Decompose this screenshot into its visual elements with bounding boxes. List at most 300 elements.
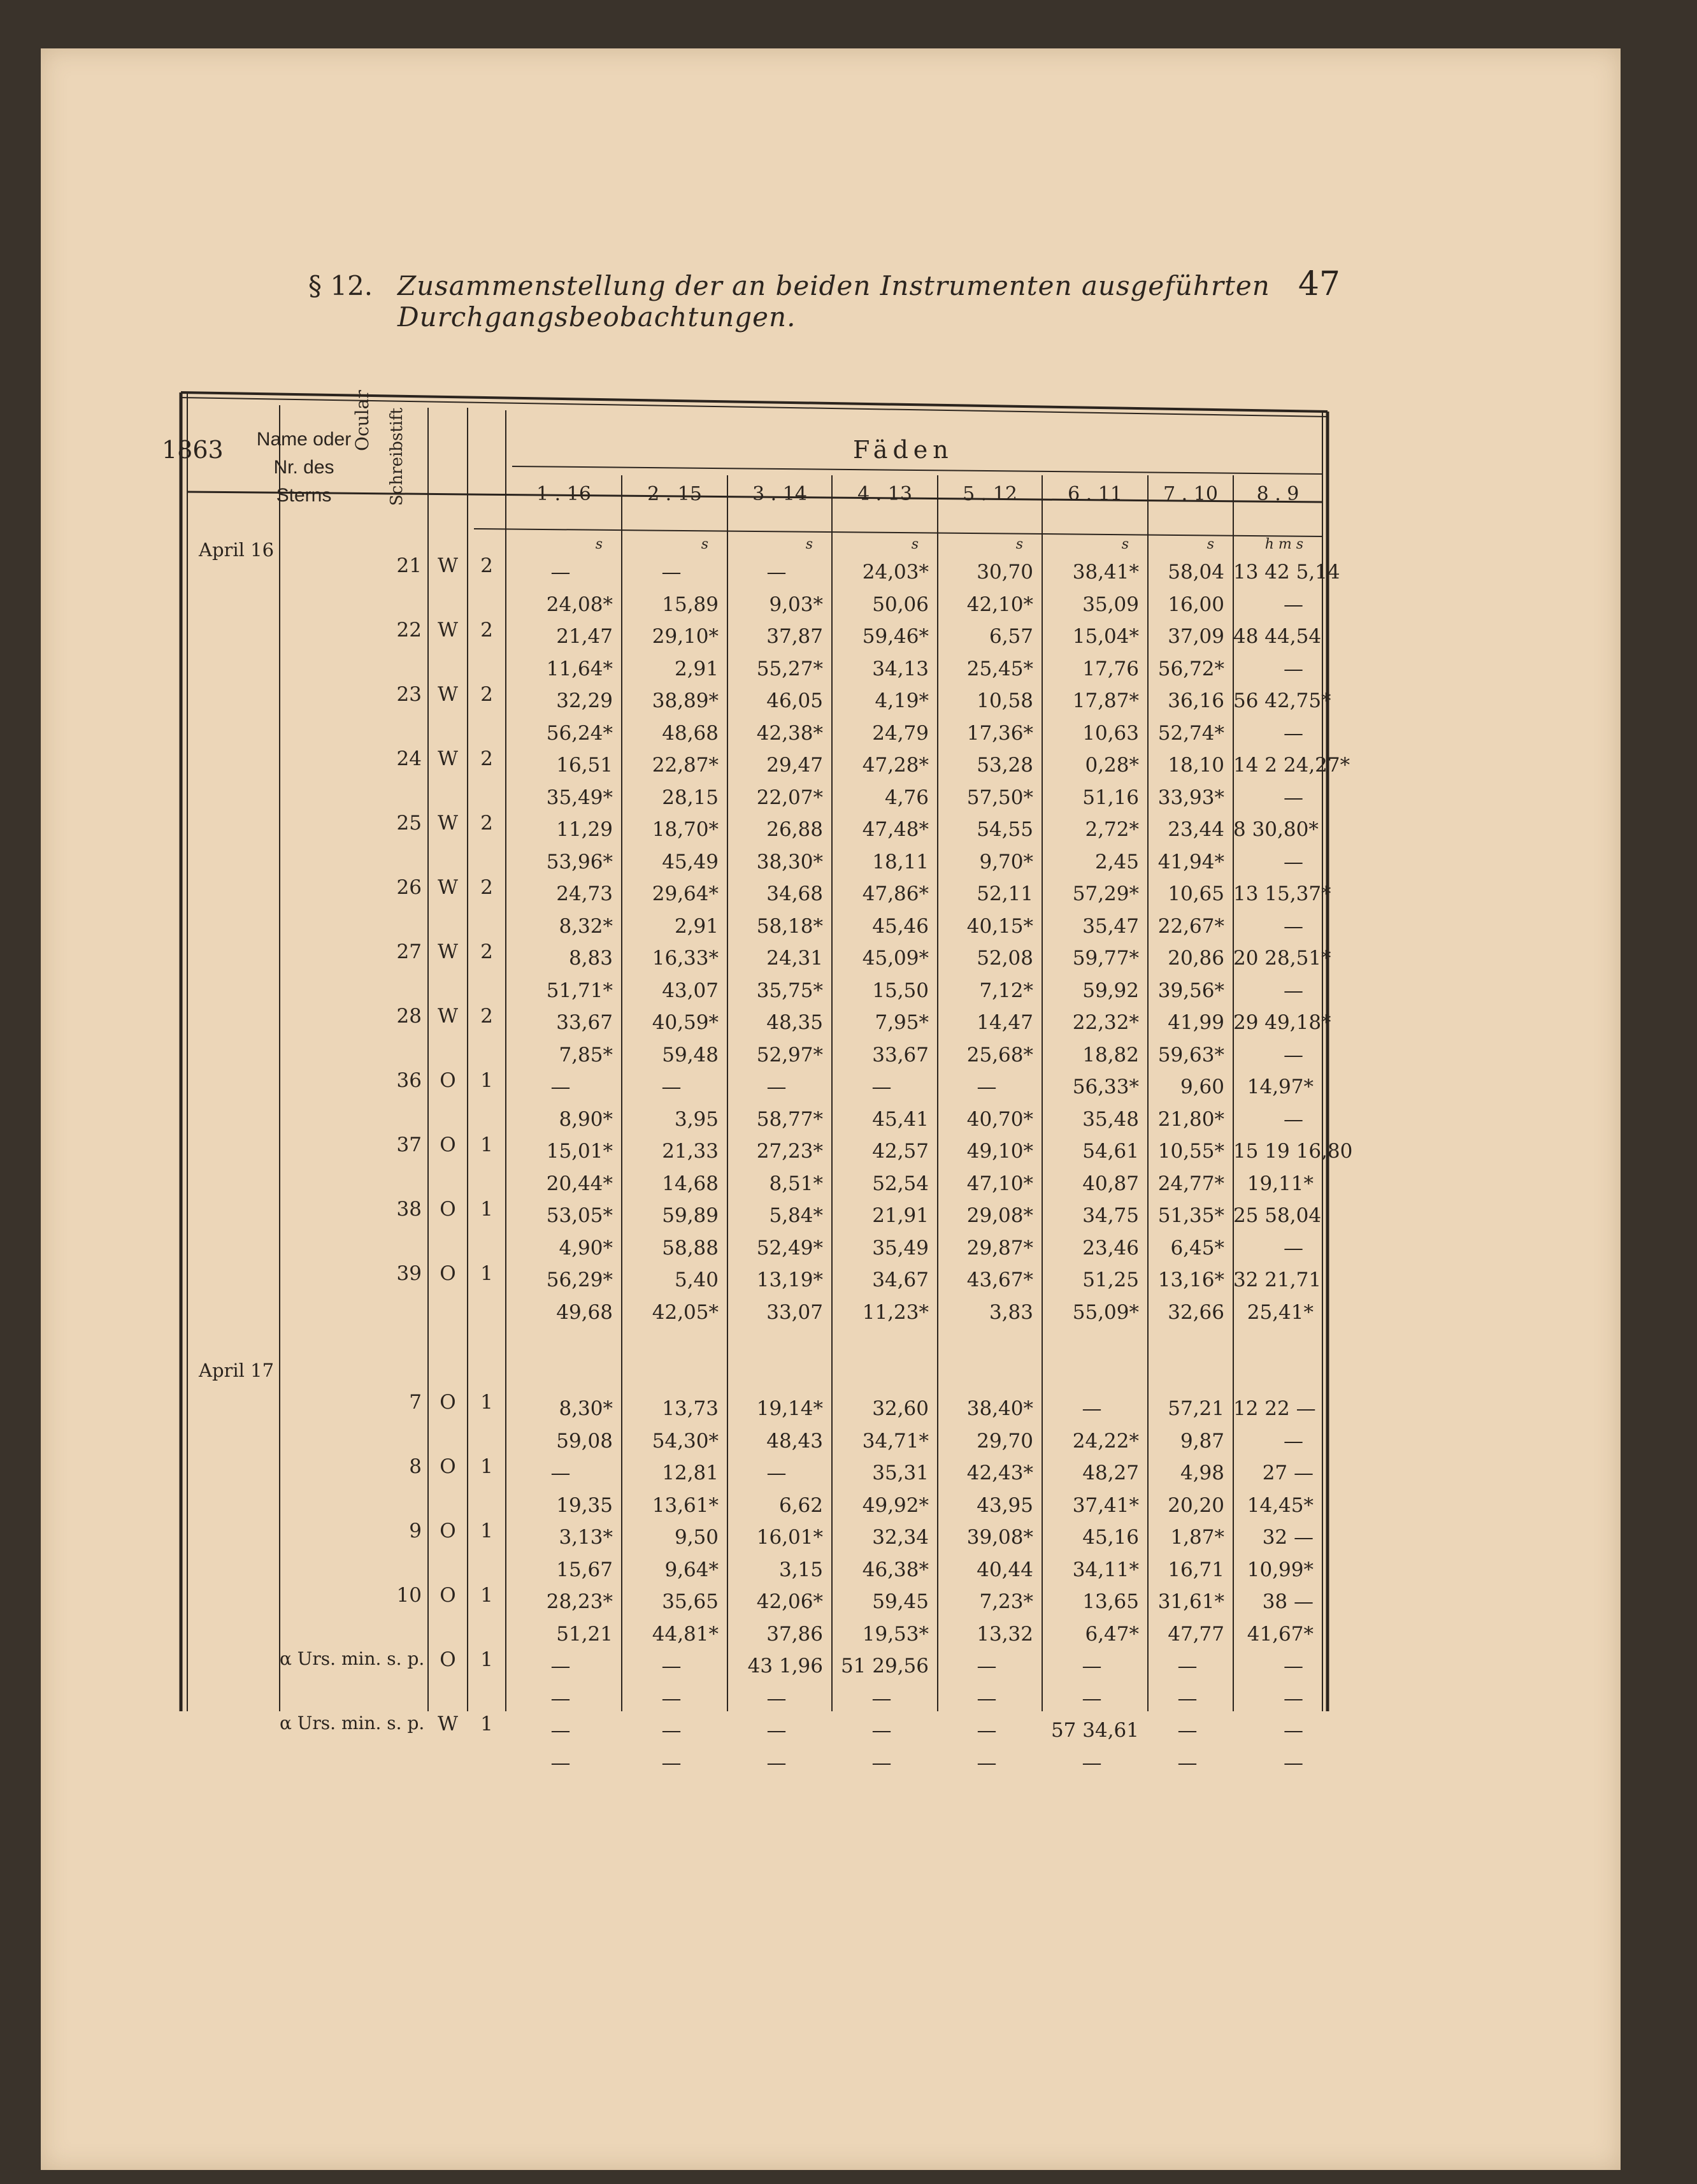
transit-time-cell: 59,89 bbox=[662, 1204, 719, 1227]
transit-time-cell: 29,10* bbox=[652, 625, 719, 648]
transit-time-cell: 52,97* bbox=[756, 1043, 823, 1067]
star-name: 36 bbox=[396, 1069, 422, 1092]
transit-time-cell: — bbox=[1284, 1655, 1303, 1678]
unit-label-4: s bbox=[911, 536, 919, 552]
ocular-value: W bbox=[438, 812, 458, 835]
schreibstift-value: 1 bbox=[480, 1069, 493, 1092]
table-rule bbox=[474, 529, 1322, 536]
star-name: 9 bbox=[409, 1519, 422, 1542]
transit-time-cell: — bbox=[1284, 1751, 1303, 1774]
transit-time-cell: 58,18* bbox=[756, 914, 823, 938]
transit-time-cell: 12 22 — bbox=[1233, 1397, 1316, 1420]
transit-time-cell: — bbox=[766, 1462, 787, 1484]
schreibstift-value: 1 bbox=[480, 1648, 493, 1671]
transit-time-cell: 2,72* bbox=[1085, 818, 1139, 841]
transit-time-cell: 35,48 bbox=[1082, 1107, 1139, 1131]
transit-time-cell: 20,86 bbox=[1168, 947, 1224, 970]
transit-time-cell: 57,50* bbox=[966, 786, 1033, 809]
transit-time-cell: — bbox=[766, 1075, 787, 1098]
transit-time-cell: 21,91 bbox=[872, 1204, 929, 1227]
transit-time-cell: — bbox=[550, 1751, 571, 1774]
transit-time-cell: 55,27* bbox=[756, 657, 823, 680]
transit-time-cell: 9,50 bbox=[674, 1526, 719, 1549]
transit-time-cell: — bbox=[977, 1686, 997, 1710]
transit-time-cell: 37,09 bbox=[1168, 625, 1224, 648]
transit-time-cell: 41,94* bbox=[1157, 850, 1224, 873]
section-number: § 12. bbox=[308, 270, 373, 301]
transit-time-cell: 25,41* bbox=[1247, 1300, 1314, 1324]
transit-time-cell: 40,87 bbox=[1082, 1172, 1139, 1195]
transit-time-cell: 42,43* bbox=[966, 1462, 1033, 1484]
star-name: 24 bbox=[396, 747, 422, 770]
transit-time-cell: 24,08* bbox=[546, 593, 613, 616]
transit-time-cell: 9,70* bbox=[979, 850, 1033, 873]
thread-column-header-6: 6 . 11 bbox=[1068, 483, 1122, 505]
transit-time-cell: 47,10* bbox=[966, 1172, 1033, 1195]
transit-time-cell: 14,45* bbox=[1247, 1493, 1314, 1517]
star-name: 22 bbox=[396, 619, 422, 642]
transit-time-cell: 29 49,18* bbox=[1233, 1011, 1331, 1034]
transit-time-cell: 3,83 bbox=[989, 1300, 1033, 1324]
transit-time-cell: 18,70* bbox=[652, 818, 719, 841]
transit-time-cell: 16,33* bbox=[652, 947, 719, 970]
transit-time-cell: 46,38* bbox=[862, 1558, 929, 1581]
ocular-value: O bbox=[440, 1584, 456, 1607]
transit-time-cell: 49,92* bbox=[862, 1493, 929, 1517]
transit-time-cell: 54,61 bbox=[1082, 1140, 1139, 1163]
transit-time-cell: 10,63 bbox=[1082, 721, 1139, 745]
transit-time-cell: 32,34 bbox=[872, 1526, 929, 1549]
transit-time-cell: 38 — bbox=[1262, 1590, 1314, 1613]
unit-label-5: s bbox=[1015, 536, 1023, 552]
faeden-header: Fäden bbox=[853, 436, 954, 464]
transit-time-cell: 11,23* bbox=[862, 1300, 929, 1324]
page-header bbox=[270, 265, 1340, 333]
transit-time-cell: 4,76 bbox=[884, 786, 929, 809]
star-name: 39 bbox=[396, 1262, 422, 1285]
transit-time-cell: 38,89* bbox=[652, 689, 719, 712]
document-page bbox=[41, 48, 1621, 2170]
transit-time-cell: — bbox=[871, 1686, 892, 1710]
transit-time-cell: — bbox=[661, 1719, 682, 1742]
transit-time-cell: 33,07 bbox=[766, 1300, 823, 1324]
table-rule bbox=[512, 466, 1322, 474]
transit-time-cell: 35,49 bbox=[872, 1236, 929, 1260]
transit-time-cell: 43,95 bbox=[977, 1493, 1033, 1517]
transit-time-cell: 7,23* bbox=[979, 1590, 1033, 1613]
transit-time-cell: 51,71* bbox=[546, 979, 613, 1002]
transit-time-cell: 15,50 bbox=[872, 979, 929, 1002]
transit-time-cell: 57 34,61 bbox=[1050, 1719, 1139, 1742]
transit-time-cell: 8 30,80* bbox=[1233, 818, 1319, 841]
transit-time-cell: 8,32* bbox=[559, 914, 613, 938]
star-name: 7 bbox=[409, 1391, 422, 1414]
transit-time-cell: 35,75* bbox=[756, 979, 823, 1002]
transit-time-cell: 7,85* bbox=[559, 1043, 613, 1067]
ocular-value: W bbox=[438, 683, 458, 706]
transit-time-cell: 35,47 bbox=[1082, 914, 1139, 938]
schreibstift-value: 2 bbox=[480, 940, 493, 963]
transit-time-cell: 18,10 bbox=[1168, 754, 1224, 777]
transit-time-cell: 55,09* bbox=[1072, 1300, 1139, 1324]
transit-time-cell: 22,32* bbox=[1072, 1011, 1139, 1034]
transit-time-cell: — bbox=[550, 561, 571, 584]
transit-time-cell: 41,67* bbox=[1247, 1622, 1314, 1646]
transit-time-cell: 32,60 bbox=[872, 1397, 929, 1420]
schreibstift-value: 2 bbox=[480, 683, 493, 706]
transit-time-cell: 42,57 bbox=[872, 1140, 929, 1163]
transit-time-cell: 47,28* bbox=[862, 754, 929, 777]
transit-time-cell: 32,29 bbox=[556, 689, 613, 712]
star-name: α Urs. min. s. p. bbox=[280, 1713, 425, 1734]
transit-time-cell: 48,27 bbox=[1082, 1462, 1139, 1484]
transit-time-cell: 33,67 bbox=[556, 1011, 613, 1034]
transit-time-cell: 39,08* bbox=[966, 1526, 1033, 1549]
transit-time-cell: 30,70 bbox=[977, 561, 1033, 584]
transit-time-cell: 6,62 bbox=[778, 1493, 823, 1517]
transit-time-cell: 42,06* bbox=[756, 1590, 823, 1613]
schreibstift-value: 1 bbox=[480, 1713, 493, 1735]
transit-time-cell: 16,51 bbox=[556, 754, 613, 777]
transit-time-cell: 23,44 bbox=[1168, 818, 1224, 841]
thread-column-header-4: 4 . 13 bbox=[857, 483, 912, 505]
transit-time-cell: — bbox=[1082, 1655, 1102, 1678]
transit-time-cell: 7,95* bbox=[875, 1011, 929, 1034]
transit-time-cell: 51,16 bbox=[1082, 786, 1139, 809]
transit-time-cell: 14,47 bbox=[977, 1011, 1033, 1034]
transit-time-cell: 27 — bbox=[1262, 1462, 1314, 1484]
transit-time-cell: 22,87* bbox=[652, 754, 719, 777]
transit-time-cell: — bbox=[766, 561, 787, 584]
observation-table bbox=[143, 341, 1353, 1774]
transit-time-cell: 40,15* bbox=[966, 914, 1033, 938]
star-name: 10 bbox=[396, 1584, 422, 1607]
transit-time-cell: 18,82 bbox=[1082, 1043, 1139, 1067]
transit-time-cell: 56,33* bbox=[1072, 1075, 1139, 1098]
transit-time-cell: 5,40 bbox=[674, 1268, 719, 1291]
transit-time-cell: 15,04* bbox=[1072, 625, 1139, 648]
ocular-value: W bbox=[438, 1005, 458, 1028]
transit-time-cell: 29,70 bbox=[977, 1429, 1033, 1453]
transit-time-cell: 15,89 bbox=[662, 593, 719, 616]
transit-time-cell: — bbox=[661, 1075, 682, 1098]
transit-time-cell: 9,03* bbox=[769, 593, 823, 616]
ocular-value: W bbox=[438, 554, 458, 577]
schreibstift-value: 2 bbox=[480, 619, 493, 642]
observation-date: April 16 bbox=[199, 539, 275, 561]
star-name: α Urs. min. s. p. bbox=[280, 1648, 425, 1669]
transit-time-cell: 35,31 bbox=[872, 1462, 929, 1484]
transit-time-cell: 27,23* bbox=[756, 1140, 823, 1163]
schreibstift-value: 2 bbox=[480, 876, 493, 899]
transit-time-cell: 58,04 bbox=[1168, 561, 1224, 584]
unit-label-1: s bbox=[595, 536, 603, 552]
transit-time-cell: — bbox=[661, 1655, 682, 1678]
transit-time-cell: — bbox=[1284, 1043, 1303, 1067]
transit-time-cell: 13,19* bbox=[756, 1268, 823, 1291]
star-name: 28 bbox=[396, 1005, 422, 1028]
transit-time-cell: 13 15,37* bbox=[1233, 882, 1331, 905]
transit-time-cell: 38,40* bbox=[966, 1397, 1033, 1420]
schreibstift-value: 2 bbox=[480, 747, 493, 770]
ocular-value: W bbox=[438, 747, 458, 770]
transit-time-cell: 57,29* bbox=[1072, 882, 1139, 905]
year-header: 1863 bbox=[162, 436, 224, 464]
transit-time-cell: 7,12* bbox=[979, 979, 1033, 1002]
transit-time-cell: 16,00 bbox=[1168, 593, 1224, 616]
star-name: 8 bbox=[409, 1455, 422, 1478]
transit-time-cell: — bbox=[1284, 721, 1303, 745]
transit-time-cell: 39,56* bbox=[1157, 979, 1224, 1002]
ocular-value: O bbox=[440, 1455, 456, 1478]
star-name: 37 bbox=[396, 1133, 422, 1156]
transit-time-cell: 2,91 bbox=[674, 657, 719, 680]
transit-time-cell: 32 — bbox=[1262, 1526, 1314, 1549]
transit-time-cell: 11,64* bbox=[546, 657, 613, 680]
transit-time-cell: 36,16 bbox=[1168, 689, 1224, 712]
transit-time-cell: 34,68 bbox=[766, 882, 823, 905]
transit-time-cell: 22,07* bbox=[756, 786, 823, 809]
ocular-value: W bbox=[438, 619, 458, 642]
transit-time-cell: 2,91 bbox=[674, 914, 719, 938]
transit-time-cell: 43,67* bbox=[966, 1268, 1033, 1291]
transit-time-cell: 29,47 bbox=[766, 754, 823, 777]
transit-time-cell: 2,45 bbox=[1094, 850, 1139, 873]
transit-time-cell: 21,33 bbox=[662, 1140, 719, 1163]
transit-time-cell: 58,77* bbox=[756, 1107, 823, 1131]
transit-time-cell: 4,19* bbox=[875, 689, 929, 712]
transit-time-cell: 47,77 bbox=[1168, 1622, 1224, 1646]
transit-time-cell: 16,71 bbox=[1168, 1558, 1224, 1581]
transit-time-cell: 59,77* bbox=[1072, 947, 1139, 970]
transit-time-cell: 17,87* bbox=[1072, 689, 1139, 712]
transit-time-cell: — bbox=[1177, 1686, 1198, 1710]
transit-time-cell: 45,09* bbox=[862, 947, 929, 970]
transit-time-cell: 26,88 bbox=[766, 818, 823, 841]
transit-time-cell: — bbox=[871, 1751, 892, 1774]
transit-time-cell: 34,67 bbox=[872, 1268, 929, 1291]
transit-time-cell: 42,38* bbox=[756, 721, 823, 745]
transit-time-cell: 15,01* bbox=[546, 1140, 613, 1163]
transit-time-cell: 32,66 bbox=[1168, 1300, 1224, 1324]
transit-time-cell: 12,81 bbox=[662, 1462, 719, 1484]
transit-time-cell: 13 42 5,14 bbox=[1233, 561, 1340, 584]
transit-time-cell: — bbox=[871, 1719, 892, 1742]
transit-time-cell: 14,97* bbox=[1247, 1075, 1314, 1098]
unit-label-6: s bbox=[1121, 536, 1129, 552]
transit-time-cell: 29,08* bbox=[966, 1204, 1033, 1227]
ocular-value: O bbox=[440, 1198, 456, 1221]
ocular-value: W bbox=[438, 876, 458, 899]
ocular-value: O bbox=[440, 1519, 456, 1542]
transit-time-cell: — bbox=[871, 1075, 892, 1098]
transit-time-cell: — bbox=[1284, 657, 1303, 680]
transit-time-cell: 48 44,54 bbox=[1233, 625, 1322, 648]
transit-time-cell: 25,68* bbox=[966, 1043, 1033, 1067]
transit-time-cell: 13,16* bbox=[1157, 1268, 1224, 1291]
transit-time-cell: — bbox=[550, 1719, 571, 1742]
transit-time-cell: 32 21,71 bbox=[1233, 1268, 1322, 1291]
ocular-header: Ocular bbox=[352, 390, 373, 451]
transit-time-cell: 10,58 bbox=[977, 689, 1033, 712]
transit-time-cell: — bbox=[550, 1075, 571, 1098]
thread-column-header-8: 8 . 9 bbox=[1256, 483, 1300, 505]
transit-time-cell: 51,21 bbox=[556, 1622, 613, 1646]
transit-time-cell: 46,05 bbox=[766, 689, 823, 712]
transit-time-cell: — bbox=[1284, 1429, 1303, 1453]
transit-time-cell: 59,45 bbox=[872, 1590, 929, 1613]
transit-time-cell: 23,46 bbox=[1082, 1236, 1139, 1260]
transit-time-cell: — bbox=[1284, 1686, 1303, 1710]
schreibstift-value: 1 bbox=[480, 1519, 493, 1542]
transit-time-cell: 51,35* bbox=[1157, 1204, 1224, 1227]
transit-time-cell: 31,61* bbox=[1157, 1590, 1224, 1613]
unit-label-8: h m s bbox=[1264, 536, 1303, 552]
star-name-header: Name oder Nr. des Sterns bbox=[256, 429, 352, 506]
transit-time-cell: 22,67* bbox=[1157, 914, 1224, 938]
transit-time-cell: 52,49* bbox=[756, 1236, 823, 1260]
transit-time-cell: 29,87* bbox=[966, 1236, 1033, 1260]
transit-time-cell: 9,64* bbox=[664, 1558, 719, 1581]
transit-time-cell: 20,44* bbox=[546, 1172, 613, 1195]
transit-time-cell: 37,86 bbox=[766, 1622, 823, 1646]
transit-time-cell: 44,81* bbox=[652, 1622, 719, 1646]
transit-time-cell: — bbox=[550, 1686, 571, 1710]
transit-time-cell: 37,41* bbox=[1072, 1493, 1139, 1517]
transit-time-cell: 59,92 bbox=[1082, 979, 1139, 1002]
transit-time-cell: 3,95 bbox=[674, 1107, 719, 1131]
transit-time-cell: 14,68 bbox=[662, 1172, 719, 1195]
transit-time-cell: 29,64* bbox=[652, 882, 719, 905]
transit-time-cell: — bbox=[1082, 1397, 1102, 1420]
transit-time-cell: — bbox=[1284, 786, 1303, 809]
transit-time-cell: 18,11 bbox=[872, 850, 929, 873]
transit-time-cell: 24,03* bbox=[862, 561, 929, 584]
transit-time-cell: 34,11* bbox=[1072, 1558, 1139, 1581]
transit-time-cell: 0,28* bbox=[1085, 754, 1139, 777]
transit-time-cell: 41,99 bbox=[1168, 1011, 1224, 1034]
star-name: 21 bbox=[396, 554, 422, 577]
transit-time-cell: 37,87 bbox=[766, 625, 823, 648]
transit-time-cell: 6,47* bbox=[1085, 1622, 1139, 1646]
transit-time-cell: 42,10* bbox=[966, 593, 1033, 616]
transit-time-cell: 34,75 bbox=[1082, 1204, 1139, 1227]
transit-time-cell: 40,59* bbox=[652, 1011, 719, 1034]
schreibstift-value: 2 bbox=[480, 554, 493, 577]
transit-time-cell: — bbox=[1284, 979, 1303, 1002]
unit-label-2: s bbox=[701, 536, 708, 552]
transit-time-cell: 45,49 bbox=[662, 850, 719, 873]
transit-time-cell: 59,46* bbox=[862, 625, 929, 648]
transit-time-cell: 24,22* bbox=[1072, 1429, 1139, 1453]
transit-time-cell: 24,77* bbox=[1157, 1172, 1224, 1195]
transit-time-cell: — bbox=[977, 1075, 997, 1098]
transit-time-cell: 35,65 bbox=[662, 1590, 719, 1613]
transit-time-cell: — bbox=[1082, 1751, 1102, 1774]
schreibstift-value: 1 bbox=[480, 1455, 493, 1478]
transit-time-cell: — bbox=[977, 1719, 997, 1742]
transit-time-cell: 19,35 bbox=[556, 1493, 613, 1517]
transit-time-cell: 49,10* bbox=[966, 1140, 1033, 1163]
transit-time-cell: 42,05* bbox=[652, 1300, 719, 1324]
transit-time-cell: 11,29 bbox=[556, 818, 613, 841]
transit-time-cell: 56,72* bbox=[1157, 657, 1224, 680]
transit-time-cell: 8,30* bbox=[559, 1397, 613, 1420]
transit-time-cell: 56,29* bbox=[546, 1268, 613, 1291]
star-name: 26 bbox=[396, 876, 422, 899]
transit-time-cell: 4,98 bbox=[1180, 1462, 1224, 1484]
transit-time-cell: 40,70* bbox=[966, 1107, 1033, 1131]
transit-time-cell: 53,05* bbox=[546, 1204, 613, 1227]
unit-label-7: s bbox=[1207, 536, 1214, 552]
transit-time-cell: 52,11 bbox=[977, 882, 1033, 905]
transit-time-cell: — bbox=[1177, 1751, 1198, 1774]
transit-time-cell: 45,46 bbox=[872, 914, 929, 938]
transit-time-cell: 34,13 bbox=[872, 657, 929, 680]
transit-time-cell: — bbox=[1284, 850, 1303, 873]
transit-time-cell: — bbox=[1177, 1719, 1198, 1742]
schreibstift-value: 1 bbox=[480, 1198, 493, 1221]
transit-time-cell: 45,16 bbox=[1082, 1526, 1139, 1549]
transit-time-cell: 59,48 bbox=[662, 1043, 719, 1067]
transit-time-cell: — bbox=[977, 1655, 997, 1678]
transit-time-cell: 8,90* bbox=[559, 1107, 613, 1131]
transit-time-cell: 38,41* bbox=[1072, 561, 1139, 584]
transit-time-cell: 48,43 bbox=[766, 1429, 823, 1453]
schreibstift-value: 2 bbox=[480, 1005, 493, 1028]
transit-time-cell: 3,15 bbox=[778, 1558, 823, 1581]
star-name: 25 bbox=[396, 812, 422, 835]
transit-time-cell: 15,67 bbox=[556, 1558, 613, 1581]
transit-time-cell: — bbox=[550, 1462, 571, 1484]
star-name: 23 bbox=[396, 683, 422, 706]
ocular-value: O bbox=[440, 1069, 456, 1092]
transit-time-cell: 53,28 bbox=[977, 754, 1033, 777]
transit-time-cell: 28,15 bbox=[662, 786, 719, 809]
schreibstift-value: 1 bbox=[480, 1133, 493, 1156]
transit-time-cell: 38,30* bbox=[756, 850, 823, 873]
transit-time-cell: 56 42,75* bbox=[1233, 689, 1331, 712]
transit-time-cell: 4,90* bbox=[559, 1236, 613, 1260]
transit-time-cell: 40,44 bbox=[977, 1558, 1033, 1581]
transit-time-cell: — bbox=[661, 1751, 682, 1774]
transit-time-cell: 17,76 bbox=[1082, 657, 1139, 680]
transit-time-cell: — bbox=[661, 1686, 682, 1710]
transit-time-cell: 10,65 bbox=[1168, 882, 1224, 905]
transit-time-cell: 35,49* bbox=[546, 786, 613, 809]
transit-time-cell: 28,23* bbox=[546, 1590, 613, 1613]
transit-time-cell: 19,11* bbox=[1247, 1172, 1314, 1195]
transit-time-cell: 9,87 bbox=[1180, 1429, 1224, 1453]
transit-time-cell: 33,67 bbox=[872, 1043, 929, 1067]
transit-time-cell: 14 2 24,27* bbox=[1233, 754, 1350, 777]
transit-time-cell: 10,99* bbox=[1247, 1558, 1314, 1581]
thread-column-header-7: 7 . 10 bbox=[1163, 483, 1218, 505]
unit-label-3: s bbox=[805, 536, 813, 552]
transit-time-cell: 25 58,04 bbox=[1233, 1204, 1322, 1227]
transit-time-cell: 54,55 bbox=[977, 818, 1033, 841]
thread-column-header-5: 5 . 12 bbox=[963, 483, 1017, 505]
transit-time-cell: 9,60 bbox=[1180, 1075, 1224, 1098]
transit-time-cell: 47,86* bbox=[862, 882, 929, 905]
ocular-value: O bbox=[440, 1648, 456, 1671]
schreibstift-value: 2 bbox=[480, 812, 493, 835]
transit-time-cell: — bbox=[1082, 1686, 1102, 1710]
transit-time-cell: 16,01* bbox=[756, 1526, 823, 1549]
transit-time-cell: 52,54 bbox=[872, 1172, 929, 1195]
transit-time-cell: 20,20 bbox=[1168, 1493, 1224, 1517]
thread-column-header-2: 2 . 15 bbox=[647, 483, 702, 505]
